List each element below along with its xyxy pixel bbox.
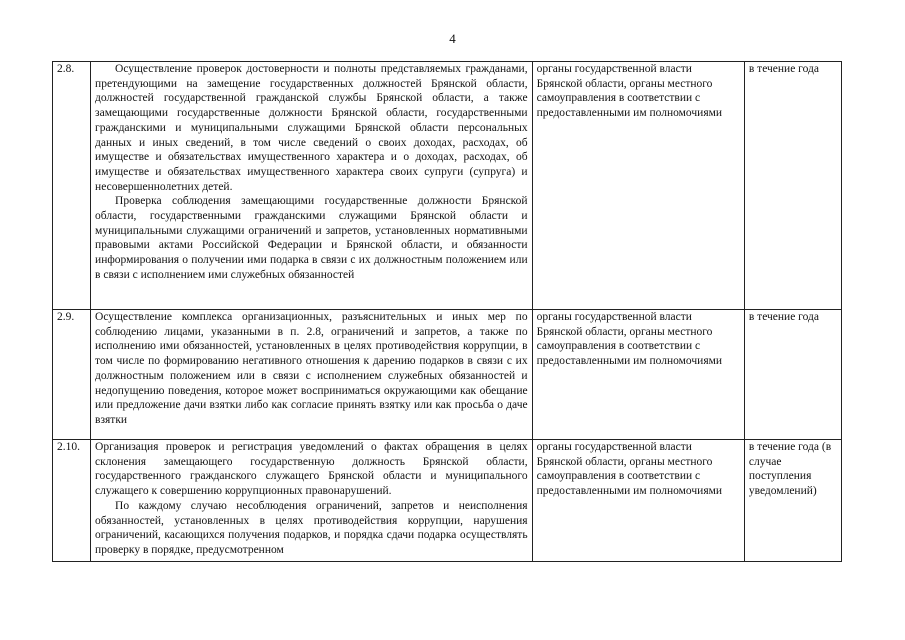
item-number: 2.10.	[53, 440, 91, 562]
page-number: 4	[449, 31, 456, 46]
measure-description	[91, 440, 533, 562]
table-row	[53, 440, 842, 562]
measure-paragraph: Организация проверок и регистрация уведомлений о фактах обращения в целях склонения замещающего государственную должность Брянской области, государственного гражданского служащего Брянской области и муниципального служащего к совершению коррупционных правонарушений.	[95, 441, 528, 498]
measure-paragraph: Осуществление комплекса организационных, разъяснительных и иных мер по соблюдению лицами, указанными в п. 2.8, ограничений и запретов, а также по исполнению ими обязанностей, установленных в целях противодействия коррупции, в том числе по формированию негативного отношения к дарению подарков в связи с их должностным положением или в связи с исполнением служебных обязанностей и недопущению поведения, которое может восприниматься окружающими как обещание или предложение дачи взятки либо как согласие принять взятку или как просьба о даче взятки	[95, 311, 528, 426]
measure-description	[91, 62, 533, 310]
item-number: 2.8.	[53, 62, 91, 310]
executor: органы государственной власти Брянской области, органы местного самоуправления в соответствии с предоставленными им полномочиями	[532, 310, 744, 440]
measure-paragraph: По каждому случаю несоблюдения ограничений, запретов и неисполнения обязанностей, установленных в целях противодействия коррупции, нарушения ограничений, касающихся получения подарков, и порядка сдачи подарка осуществлять проверку в порядке, предусмотренном	[95, 499, 528, 556]
measure-paragraph: Осуществление проверок достоверности и полноты представляемых гражданами, претендующими на замещение государственных должностей Брянской области, должностей государственной гражданской службы Брянской области, а также замещающими государственные должности Брянской области, государственными гражданскими и муниципальными служащими Брянской области персональных данных и иных сведений, в том числе сведений о своих доходах, расходах, об имуществе и обязательствах имущественного характера и о доходах, расходах, об имуществе и обязательствах имущественного характера своих супруги (супруга) и несовершеннолетних детей.	[95, 63, 528, 193]
term: в течение года	[744, 62, 841, 310]
measure-description	[91, 310, 533, 440]
term: в течение года	[744, 310, 841, 440]
measure-paragraph: Проверка соблюдения замещающими государственные должности Брянской области, государственными гражданскими служащими Брянской области и муниципальными служащими ограничений и запретов, установленных нормативными правовыми актами Российской Федерации и Брянской области, и обязанности информирования о получении ими подарка в связи с их должностным положением или в связи с исполнением ими служебных обязанностей	[95, 195, 528, 281]
table-row	[53, 310, 842, 440]
measures-table	[52, 61, 842, 562]
item-number: 2.9.	[53, 310, 91, 440]
executor: органы государственной власти Брянской области, органы местного самоуправления в соответствии с предоставленными им полномочиями	[532, 62, 744, 310]
executor: органы государственной власти Брянской области, органы местного самоуправления в соответствии с предоставленными им полномочиями	[532, 440, 744, 562]
term: в течение года (в случае поступления уведомлений)	[744, 440, 841, 562]
table-row	[53, 62, 842, 310]
